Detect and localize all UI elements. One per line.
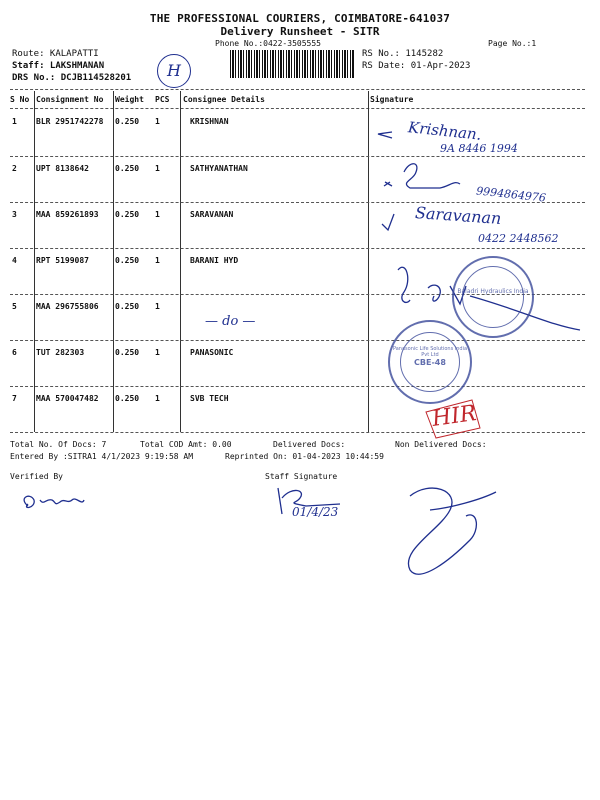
row3-signature: Saravanan: [414, 203, 502, 228]
cross-mark: [384, 182, 392, 186]
row-consignment: MAA 296755806: [36, 302, 99, 311]
row-consignment: BLR 2951742278: [36, 117, 104, 126]
route: Route: KALAPATTI: [12, 49, 99, 59]
total-cod: Total COD Amt: 0.00: [140, 440, 232, 449]
header-consignee: Consignee Details: [183, 95, 265, 104]
ditto-mark: — do —: [205, 314, 256, 329]
delivered-docs: Delivered Docs:: [273, 440, 346, 449]
header-sno: S No: [10, 95, 30, 104]
column-line: [34, 91, 35, 432]
header-weight: Weight: [115, 95, 144, 104]
row-sno: 2: [12, 164, 17, 173]
document-subtitle: Delivery Runsheet - SITR: [220, 25, 380, 38]
row4-mark: [398, 267, 410, 302]
row-consignee: PANASONIC: [190, 348, 234, 357]
rs-date: RS Date: 01-Apr-2023: [362, 61, 471, 71]
row-consignment: UPT 8138642: [36, 164, 89, 173]
row2-phone: 9994864976: [475, 184, 547, 205]
large-scrawl: [408, 488, 476, 574]
row-pcs: 1: [155, 302, 160, 311]
row-sno: 4: [12, 256, 17, 265]
row-pcs: 1: [155, 348, 160, 357]
row-pcs: 1: [155, 117, 160, 126]
phone-number: Phone No.:0422-3505555: [215, 39, 321, 48]
row-sno: 7: [12, 394, 17, 403]
barcode: [230, 50, 354, 78]
row-consignment: MAA 570047482: [36, 394, 99, 403]
stamp-text: Panasonic Life Solutions India Pvt Ltd: [392, 346, 468, 358]
rs-number: RS No.: 1145282: [362, 49, 444, 59]
row-pcs: 1: [155, 210, 160, 219]
red-hir-mark: HIR: [430, 401, 478, 432]
header-signature: Signature: [370, 95, 414, 104]
non-delivered-docs: Non Delivered Docs:: [395, 440, 487, 449]
row-consignment: RPT 5199087: [36, 256, 89, 265]
row-consignee: SATHYANATHAN: [190, 164, 248, 173]
entered-by: Entered By :SITRA1 4/1/2023 9:19:58 AM: [10, 452, 194, 461]
row-weight: 0.250: [115, 394, 140, 403]
circle-mark-text: H: [167, 61, 181, 80]
verified-by-label: Verified By: [10, 472, 63, 481]
footer-signatures: [10, 480, 590, 590]
header-consignment: Consignment No: [36, 95, 104, 104]
row2-signature: [404, 164, 460, 188]
panasonic-stamp: [388, 320, 472, 404]
row-consignment: TUT 282303: [36, 348, 85, 357]
company-stamp: [452, 256, 534, 338]
row-weight: 0.250: [115, 302, 140, 311]
staff-signature-label: Staff Signature: [265, 472, 338, 481]
row-sno: 6: [12, 348, 17, 357]
row-consignee: SVB TECH: [190, 394, 229, 403]
row-weight: 0.250: [115, 164, 140, 173]
large-scrawl-stroke: [430, 492, 496, 510]
tick-mark: [382, 214, 394, 230]
row-pcs: 1: [155, 256, 160, 265]
row-weight: 0.250: [115, 210, 140, 219]
row1-signature: Krishnan.: [407, 118, 483, 144]
row-weight: 0.250: [115, 256, 140, 265]
row-consignment: MAA 859261893: [36, 210, 99, 219]
row-consignee: SARAVANAN: [190, 210, 234, 219]
row-pcs: 1: [155, 164, 160, 173]
row-consignee: BARANI HYD: [190, 256, 239, 265]
row1-phone: 9A 8446 1994: [440, 142, 518, 155]
total-docs: Total No. Of Docs: 7: [10, 440, 107, 449]
tick-mark: [378, 132, 392, 138]
circle-mark: [157, 54, 191, 88]
row-sno: 3: [12, 210, 17, 219]
stamp-center-text: CBE-48: [414, 358, 446, 367]
verified-signature: [24, 496, 84, 507]
column-line: [180, 91, 181, 432]
row-sno: 5: [12, 302, 17, 311]
column-line: [368, 91, 369, 432]
page-number: Page No.:1: [488, 39, 537, 48]
company-title: THE PROFESSIONAL COURIERS, COIMBATORE-641037: [149, 12, 451, 25]
divider: [10, 89, 585, 90]
row-weight: 0.250: [115, 117, 140, 126]
divider: [10, 108, 585, 109]
row-sno: 1: [12, 117, 17, 126]
row-pcs: 1: [155, 394, 160, 403]
staff-signature-date: 01/4/23: [292, 505, 339, 519]
row3-phone: 0422 2448562: [478, 232, 559, 245]
drs-number: DRS No.: DCJB114528201: [12, 73, 132, 83]
row-weight: 0.250: [115, 348, 140, 357]
reprinted-on: Reprinted On: 01-04-2023 10:44:59: [225, 452, 384, 461]
header-pcs: PCS: [155, 95, 170, 104]
staff-name: Staff: LAKSHMANAN: [12, 61, 105, 71]
stamp-text: Baladri Hydraulics India: [457, 288, 529, 295]
row-consignee: KRISHNAN: [190, 117, 229, 126]
column-line: [113, 91, 114, 432]
